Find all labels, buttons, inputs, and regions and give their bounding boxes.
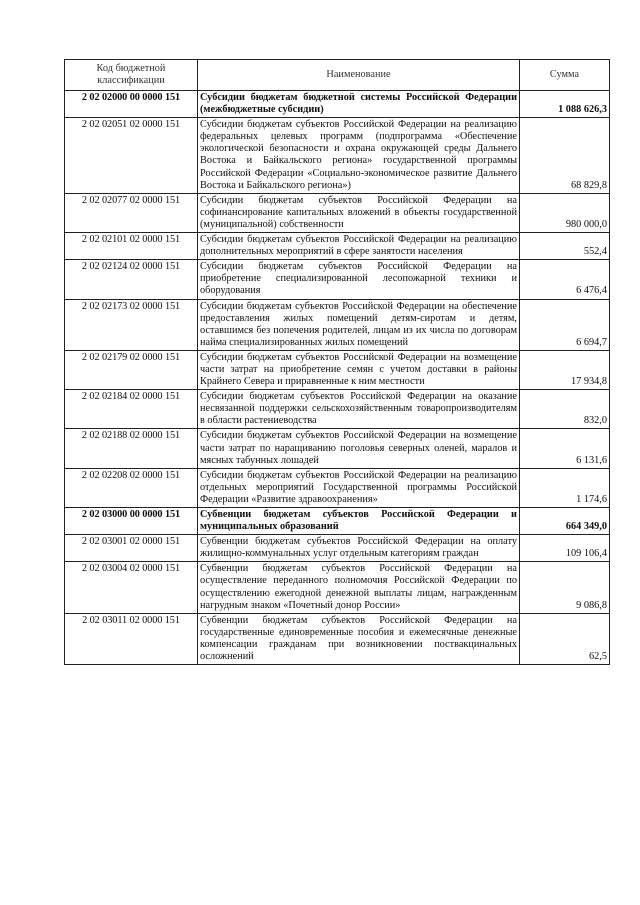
code-cell: 2 02 02077 02 0000 151 — [65, 193, 198, 232]
sum-cell: 832,0 — [520, 390, 610, 429]
sum-cell: 1 174,6 — [520, 468, 610, 507]
table-row — [65, 429, 610, 468]
code-cell: 2 02 03004 02 0000 151 — [65, 562, 198, 613]
code-cell: 2 02 02188 02 0000 151 — [65, 429, 198, 468]
header-sum: Сумма — [520, 60, 610, 91]
table-row — [65, 613, 610, 664]
sum-cell: 9 086,8 — [520, 562, 610, 613]
table-row — [65, 390, 610, 429]
table-row — [65, 193, 610, 232]
name-cell: Субсидии бюджетам субъектов Российской Федерации на оказание несвязанной поддержки сельскохозяйственным товаропроизводителям в области растениеводства — [198, 390, 520, 429]
sum-cell: 6 476,4 — [520, 260, 610, 299]
code-cell: 2 02 03001 02 0000 151 — [65, 535, 198, 562]
name-cell: Субсидии бюджетам субъектов Российской Федерации на приобретение специализированной лесопожарной техники и оборудования — [198, 260, 520, 299]
table-row — [65, 260, 610, 299]
table-row — [65, 350, 610, 389]
header-name: Наименование — [198, 60, 520, 91]
code-cell: 2 02 02000 00 0000 151 — [65, 91, 198, 118]
name-cell: Субсидии бюджетам субъектов Российской Федерации на софинансирование капитальных вложений в объекты государственной (муниципальной) собственности — [198, 193, 520, 232]
code-cell: 2 02 02101 02 0000 151 — [65, 233, 198, 260]
code-cell: 2 02 02051 02 0000 151 — [65, 118, 198, 194]
sum-cell: 6 694,7 — [520, 299, 610, 350]
sum-cell: 109 106,4 — [520, 535, 610, 562]
table-body — [65, 91, 610, 665]
name-cell: Субсидии бюджетам субъектов Российской Федерации на реализацию федеральных целевых программ (подпрограмма «Обеспечение экологической безопасности и охрана окружающей среды Дальнего Востока и Байкальского региона» государственной программы Российской Федерации «Социально-экономическое развитие Дальнего Востока и Байкальского региона») — [198, 118, 520, 194]
table-row — [65, 299, 610, 350]
code-cell: 2 02 03011 02 0000 151 — [65, 613, 198, 664]
code-cell: 2 02 02124 02 0000 151 — [65, 260, 198, 299]
table-row — [65, 535, 610, 562]
code-cell: 2 02 03000 00 0000 151 — [65, 508, 198, 535]
name-cell: Субсидии бюджетам субъектов Российской Федерации на реализацию дополнительных мероприятий в сфере занятости населения — [198, 233, 520, 260]
sum-cell: 1 088 626,3 — [520, 91, 610, 118]
name-cell: Субсидии бюджетам субъектов Российской Федерации на реализацию отдельных мероприятий Государственной программы Российской Федерации «Развитие здравоохранения» — [198, 468, 520, 507]
sum-cell: 17 934,8 — [520, 350, 610, 389]
name-cell: Субвенции бюджетам субъектов Российской Федерации на оплату жилищно-коммунальных услуг отдельным категориям граждан — [198, 535, 520, 562]
header-code: Код бюджетной классификации — [65, 60, 198, 91]
sum-cell: 68 829,8 — [520, 118, 610, 194]
sum-cell: 552,4 — [520, 233, 610, 260]
code-cell: 2 02 02184 02 0000 151 — [65, 390, 198, 429]
sum-cell: 980 000,0 — [520, 193, 610, 232]
name-cell: Субсидии бюджетам субъектов Российской Федерации на обеспечение предоставления жилых помещений детям-сиротам и детям, оставшимся без попечения родителей, лицам из их числа по договорам найма специализированных жилых помещений — [198, 299, 520, 350]
sum-cell: 664 349,0 — [520, 508, 610, 535]
sum-cell: 62,5 — [520, 613, 610, 664]
budget-table — [64, 59, 610, 665]
name-cell: Субвенции бюджетам субъектов Российской Федерации и муниципальных образований — [198, 508, 520, 535]
table-row — [65, 118, 610, 194]
name-cell: Субсидии бюджетам субъектов Российской Федерации на возмещение части затрат на приобретение семян с учетом доставки в районы Крайнего Севера и приравненные к ним местности — [198, 350, 520, 389]
table-row — [65, 91, 610, 118]
name-cell: Субсидии бюджетам субъектов Российской Федерации на возмещение части затрат по наращиванию поголовья северных оленей, маралов и мясных табунных лошадей — [198, 429, 520, 468]
table-row — [65, 508, 610, 535]
code-cell: 2 02 02208 02 0000 151 — [65, 468, 198, 507]
name-cell: Субвенции бюджетам субъектов Российской Федерации на осуществление переданного полномочия Российской Федерации по осуществлению ежегодной денежной выплаты лицам, награжденным нагрудным знаком «Почетный донор России» — [198, 562, 520, 613]
table-row — [65, 562, 610, 613]
code-cell: 2 02 02173 02 0000 151 — [65, 299, 198, 350]
sum-cell: 6 131,6 — [520, 429, 610, 468]
name-cell: Субсидии бюджетам бюджетной системы Российской Федерации (межбюджетные субсидии) — [198, 91, 520, 118]
table-header-row — [65, 60, 610, 91]
table-row — [65, 233, 610, 260]
code-cell: 2 02 02179 02 0000 151 — [65, 350, 198, 389]
name-cell: Субвенции бюджетам субъектов Российской Федерации на государственные единовременные пособия и ежемесячные денежные компенсации гражданам при возникновении поствакцинальных осложнений — [198, 613, 520, 664]
table-row — [65, 468, 610, 507]
